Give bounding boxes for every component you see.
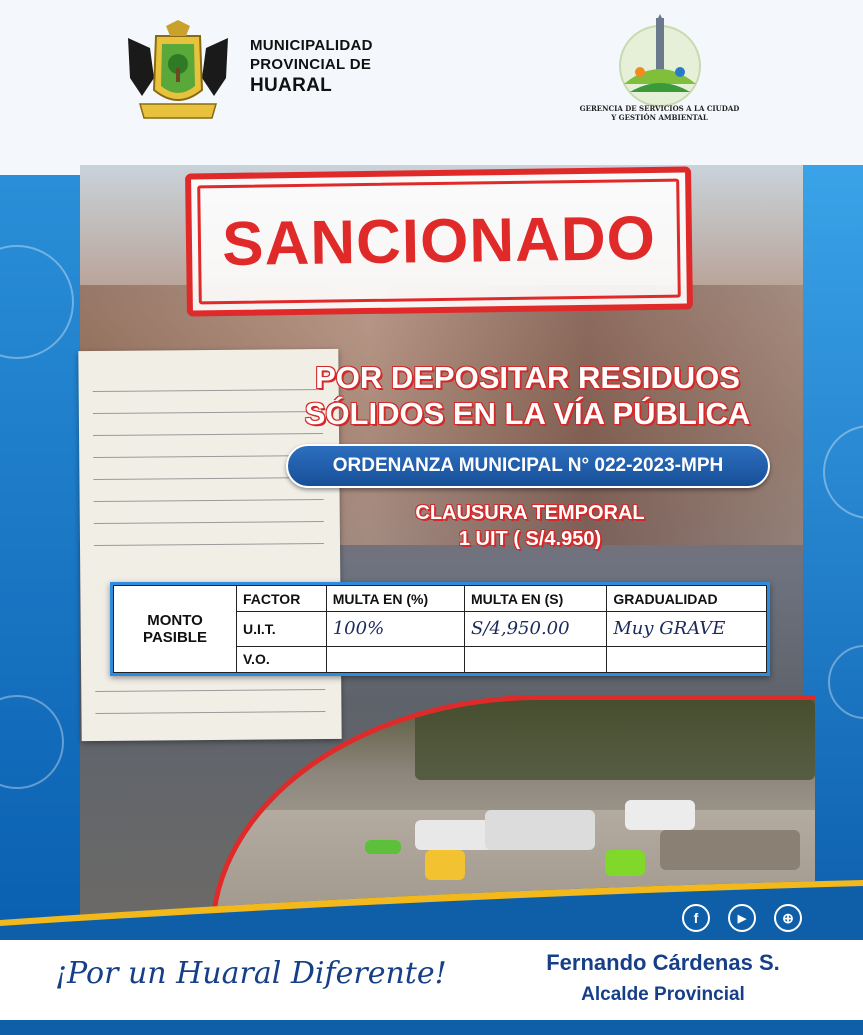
table-cell: S/4,950.00 xyxy=(465,612,607,646)
department-name xyxy=(572,104,747,122)
municipality-line1: MUNICIPALIDAD xyxy=(250,37,373,54)
fine-table xyxy=(110,582,770,676)
ordinance-text: ORDENANZA MUNICIPAL N° 022-2023-MPH xyxy=(332,455,724,476)
penalty-line2: 1 UIT ( S/4.950) xyxy=(458,528,602,550)
left-blue-panel xyxy=(0,175,80,935)
footer-bar xyxy=(0,1020,863,1035)
table-cell xyxy=(607,646,767,672)
table-header: MULTA EN (%) xyxy=(326,586,464,612)
table-header: GRADUALIDAD xyxy=(607,586,767,612)
department-line1: GERENCIA DE SERVICIOS A LA CIUDAD xyxy=(579,104,740,113)
stamp-text: SANCIONADO xyxy=(221,203,657,280)
municipality-name xyxy=(250,36,373,97)
municipality-line2: PROVINCIAL DE xyxy=(250,56,372,73)
table-header: MULTA EN (S) xyxy=(465,586,607,612)
ordinance-badge xyxy=(286,444,770,488)
municipality-seal-icon xyxy=(120,18,236,122)
facebook-icon[interactable]: f xyxy=(682,904,710,932)
penalty-text xyxy=(360,500,700,552)
municipality-line3: HUARAL xyxy=(250,75,333,96)
youtube-icon[interactable]: ▶ xyxy=(728,904,756,932)
table-header: FACTOR xyxy=(237,586,327,612)
table-cell xyxy=(326,646,464,672)
web-icon[interactable]: ⊕ xyxy=(774,904,802,932)
mayor-title: Alcalde Provincial xyxy=(581,984,745,1005)
penalty-line1: CLAUSURA TEMPORAL xyxy=(415,502,645,524)
row-label: MONTO PASIBLE xyxy=(114,586,237,673)
table-cell: 100% xyxy=(326,612,464,646)
table-cell: V.O. xyxy=(237,646,327,672)
sanctioned-stamp xyxy=(185,166,693,316)
table-cell: Muy GRAVE xyxy=(607,612,767,646)
slogan: ¡Por un Huaral Diferente! xyxy=(55,956,447,991)
table-cell xyxy=(465,646,607,672)
mayor-name: Fernando Cárdenas S. xyxy=(546,950,780,975)
violation-headline xyxy=(275,360,780,432)
department-line2: Y GESTIÓN AMBIENTAL xyxy=(611,113,708,122)
reason-line1: POR DEPOSITAR RESIDUOS xyxy=(315,360,740,395)
table-cell: U.I.T. xyxy=(237,612,327,646)
reason-line2: SÓLIDOS EN LA VÍA PÚBLICA xyxy=(304,396,751,431)
